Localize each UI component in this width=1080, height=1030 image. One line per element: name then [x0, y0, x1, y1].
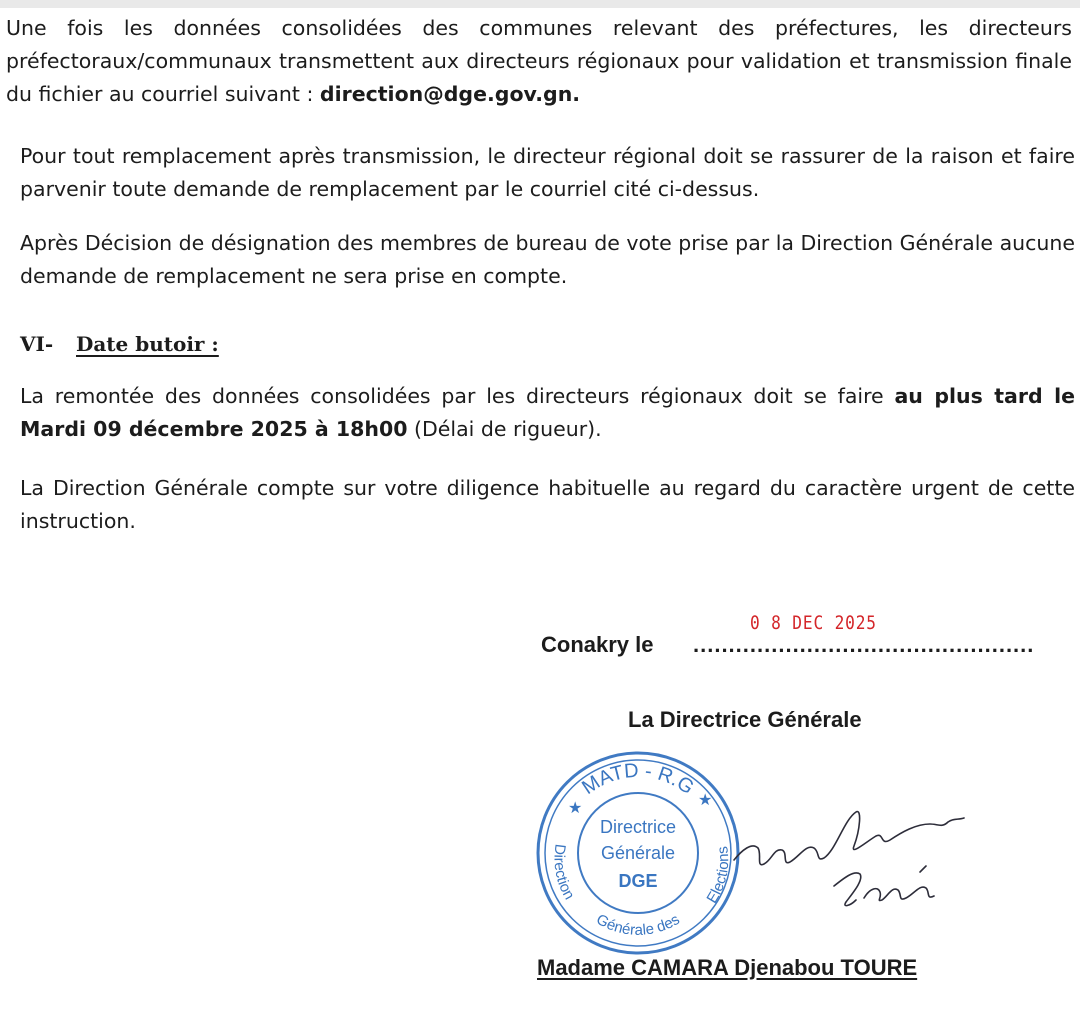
- stamp-line-1: Directrice: [599, 817, 677, 837]
- official-stamp-icon: [528, 745, 748, 960]
- stamp-line-3: DGE: [618, 871, 658, 891]
- deadline-text-a: La remontée des données consolidées par les directeurs régionaux doit se faire: [20, 384, 895, 408]
- top-edge: [0, 0, 1080, 8]
- stamp-ring-right: Elections: [703, 845, 733, 907]
- place-label: Conakry le: [541, 632, 654, 657]
- paragraph-deadline: [20, 380, 1075, 446]
- section-title: Date butoir :: [76, 332, 219, 356]
- signatory-name: Madame CAMARA Djenabou TOURE: [537, 955, 918, 980]
- paragraph-replacement: Pour tout remplacement après transmission, le directeur régional doit se rassurer de la raison et faire parvenir toute demande de remplacement par le courriel cité ci-dessus.: [20, 144, 1075, 201]
- date-dotted-line: ................................................: [693, 632, 1035, 657]
- stamp-ring-bottom: Générale des: [593, 910, 683, 939]
- stamp-star-left-icon: ★: [568, 800, 583, 817]
- stamp-star-right-icon: ★: [698, 792, 713, 809]
- paragraph-decision: Après Décision de désignation des membres de bureau de vote prise par la Direction Générale aucune demande de remplacement ne sera prise en compte.: [20, 231, 1075, 288]
- paragraph-transmission: [6, 12, 1072, 111]
- section-heading: [20, 332, 219, 356]
- date-stamp: 0 8 DEC 2025: [750, 612, 877, 634]
- stamp-ring-left: Direction: [550, 843, 578, 903]
- handwritten-signature-icon: [730, 790, 980, 930]
- section-number: VI-: [20, 332, 54, 356]
- stamp-top-text: MATD - R.G: [578, 759, 698, 800]
- deadline-text-b: (Délai de rigueur).: [407, 417, 602, 441]
- signatory-role: La Directrice Générale: [628, 707, 862, 732]
- stamp-line-2: Générale: [600, 843, 676, 863]
- paragraph-transmission-text: Une fois les données consolidées des communes relevant des préfectures, les directeurs préfectoraux/communaux transmettent aux directeurs régionaux pour validation et transmission finale du fichier au courriel suivant :: [6, 16, 1072, 106]
- paragraph-diligence: La Direction Générale compte sur votre diligence habituelle au regard du caractère urgent de cette instruction.: [20, 476, 1075, 533]
- deadline-date: au plus tard le Mardi 09 décembre 2025 à 18h00: [20, 384, 1075, 441]
- email-address: direction@dge.gov.gn.: [319, 82, 581, 106]
